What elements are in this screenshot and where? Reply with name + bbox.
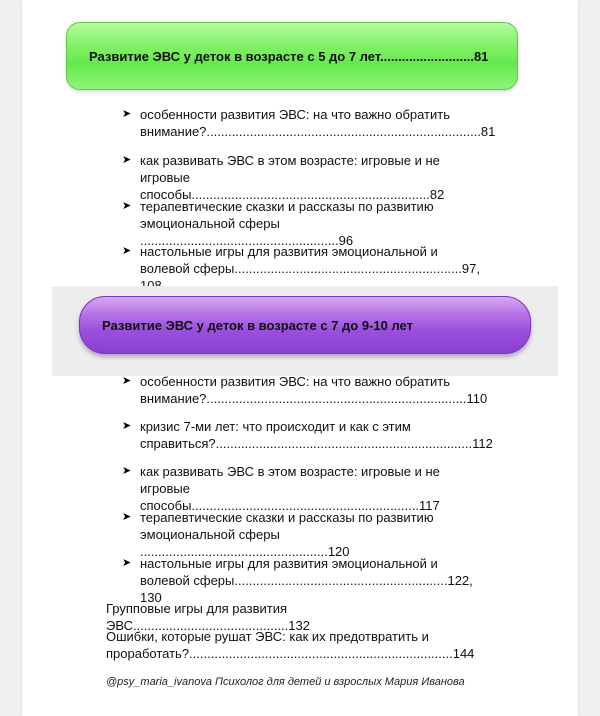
arrow-bullet-icon: ➤ <box>122 375 132 387</box>
arrow-bullet-icon: ➤ <box>122 108 132 120</box>
arrow-bullet-icon: ➤ <box>122 154 132 166</box>
toc-entry-group-games[interactable]: Групповые игры для развития ЭВС...........................................132 <box>106 601 310 633</box>
toc-item-label: терапевтические сказки и рассказы по развитию эмоциональной сферы ....................................................120 <box>140 510 434 559</box>
arrow-bullet-icon: ➤ <box>122 420 132 432</box>
toc-item[interactable] <box>122 152 482 203</box>
section-header-label: Развитие ЭВС у деток в возрасте с 5 до 7 лет..........................81 <box>89 48 489 64</box>
toc-item[interactable] <box>122 555 482 606</box>
toc-item-label: особенности развития ЭВС: на что важно обратить внимание?............................................................................81 <box>140 107 496 139</box>
footer-credit: @psy_maria_ivanova Психолог для детей и взрослых Мария Иванова <box>106 676 465 688</box>
arrow-bullet-icon: ➤ <box>122 511 132 523</box>
toc-item[interactable] <box>122 198 482 249</box>
toc-item-label: настольные игры для развития эмоциональной и волевой сферы...........................................................122, 130 <box>140 556 473 605</box>
toc-item-label: настольные игры для развития эмоциональной и волевой сферы...............................................................97, <box>140 244 480 276</box>
toc-item-label: как развивать ЭВС в этом возрасте: игровые и не игровые способы...............................................................117 <box>140 464 440 513</box>
section-header-7-10[interactable] <box>79 296 531 354</box>
section-header-label: Развитие ЭВС у деток в возрасте с 7 до 9-10 лет <box>102 317 413 333</box>
toc-item-label: как развивать ЭВС в этом возрасте: игровые и не игровые способы..................................................................82 <box>140 153 445 202</box>
section-header-5-7[interactable] <box>66 22 518 90</box>
toc-item[interactable] <box>122 418 493 452</box>
arrow-bullet-icon: ➤ <box>122 245 132 257</box>
toc-item-label: кризис 7-ми лет: что происходит и как с этим справиться?.......................................................................112 <box>140 419 493 451</box>
arrow-bullet-icon: ➤ <box>122 465 132 477</box>
arrow-bullet-icon: ➤ <box>122 200 132 212</box>
toc-entry-mistakes[interactable]: Ошибки, которые рушат ЭВС: как их предотвратить и проработать?.........................................................................144 <box>106 629 475 661</box>
toc-item-label: особенности развития ЭВС: на что важно обратить внимание?........................................................................110 <box>140 374 488 406</box>
toc-item[interactable] <box>122 463 482 514</box>
toc-item-label: терапевтические сказки и рассказы по развитию эмоциональной сферы .......................................................96 <box>140 199 434 248</box>
arrow-bullet-icon: ➤ <box>122 557 132 569</box>
toc-item[interactable] <box>122 106 496 140</box>
toc-item[interactable] <box>122 373 488 407</box>
toc-item[interactable] <box>122 509 482 560</box>
